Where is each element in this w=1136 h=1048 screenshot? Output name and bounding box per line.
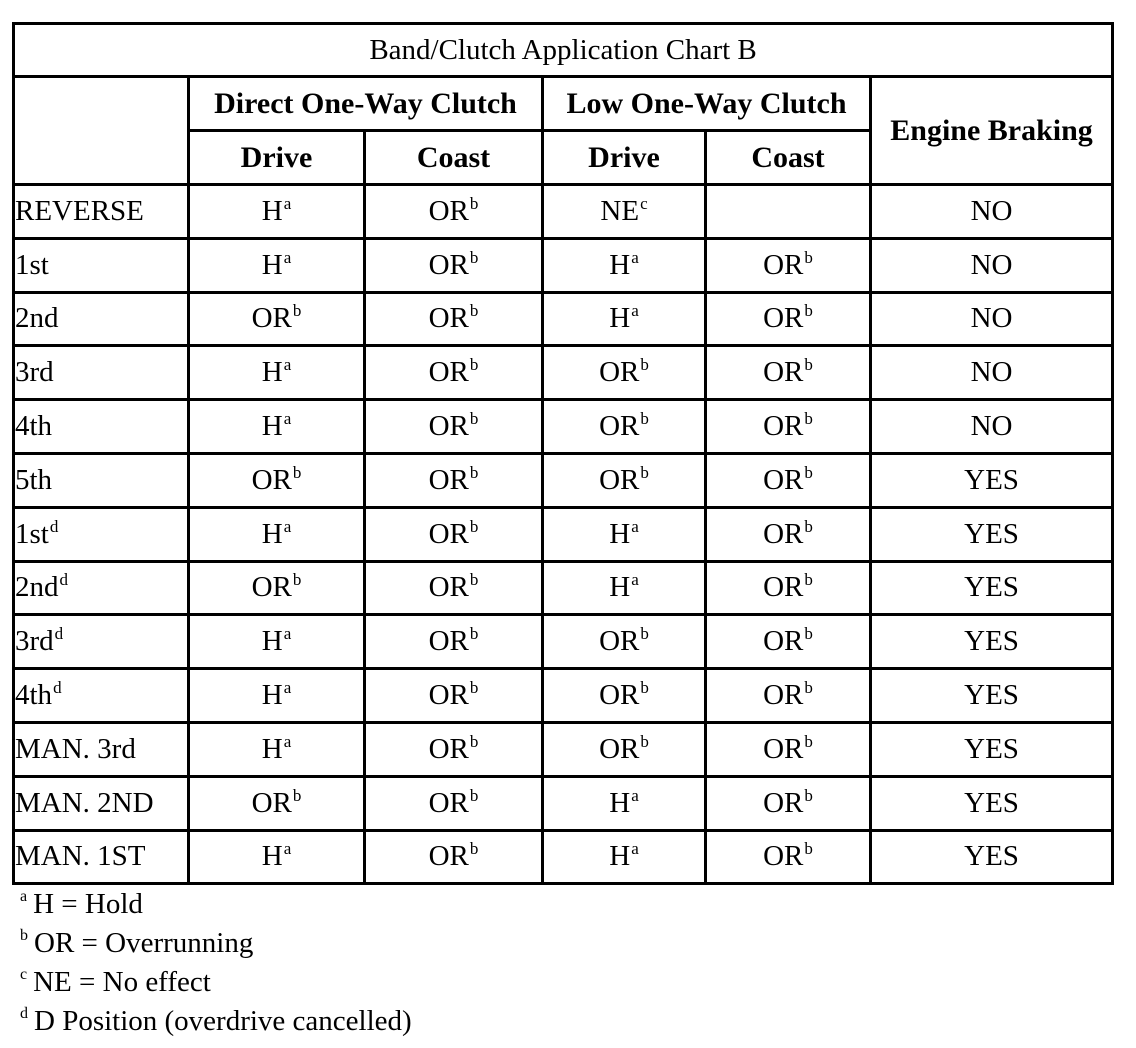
cell-text: OR [428, 571, 469, 604]
cell-text: OR [428, 625, 469, 658]
engine-braking-value: YES [871, 453, 1113, 507]
cell-value [543, 615, 706, 669]
cell-value [365, 507, 543, 561]
cell-footnote-mark: b [469, 355, 479, 375]
cell-value [365, 830, 543, 884]
cell-text: H [261, 732, 283, 765]
cell-text: H [261, 248, 283, 281]
cell-footnote-mark: b [292, 785, 302, 805]
row-label-text: 2nd [15, 571, 59, 604]
cell-text: H [609, 302, 631, 335]
cell-text: OR [763, 679, 804, 712]
cell-text: H [261, 840, 283, 873]
table-row [14, 292, 1113, 346]
cell-footnote-mark: b [804, 462, 813, 482]
row-label [14, 507, 189, 561]
cell-footnote-mark: b [469, 516, 479, 536]
row-label-text: 5th [15, 463, 53, 496]
cell-text: OR [763, 840, 804, 873]
engine-braking-header: Engine Braking [871, 77, 1113, 185]
cell-footnote-mark: a [283, 624, 292, 644]
cell-value [543, 722, 706, 776]
row-label-footnote-mark: d [54, 624, 64, 644]
cell-text: OR [251, 786, 292, 819]
cell-footnote-mark: a [631, 301, 639, 321]
cell-footnote-mark: a [631, 839, 639, 859]
cell-footnote-mark: b [469, 193, 479, 213]
cell-text: NE [600, 194, 640, 227]
cell-footnote-mark: b [469, 301, 479, 321]
table-row [14, 669, 1113, 723]
table-row [14, 561, 1113, 615]
row-label [14, 292, 189, 346]
cell-footnote-mark: b [292, 570, 302, 590]
cell-value [543, 830, 706, 884]
cell-text: OR [763, 786, 804, 819]
row-label [14, 615, 189, 669]
cell-text: OR [763, 302, 804, 335]
cell-text: OR [763, 410, 804, 443]
cell-value [365, 185, 543, 239]
cell-value [706, 346, 871, 400]
footnote-text: H = Hold [33, 888, 143, 920]
table-row [14, 453, 1113, 507]
cell-footnote-mark: a [283, 731, 292, 751]
cell-value [706, 238, 871, 292]
cell-footnote-mark: b [469, 839, 479, 859]
row-label [14, 346, 189, 400]
cell-footnote-mark: b [640, 624, 649, 644]
cell-footnote-mark: b [469, 785, 479, 805]
table-row [14, 400, 1113, 454]
row-label-text: MAN. 3rd [15, 732, 136, 765]
cell-footnote-mark: b [469, 462, 479, 482]
cell-footnote-mark: b [804, 785, 813, 805]
cell-text: OR [428, 356, 469, 389]
footnote-text: D Position (overdrive cancelled) [34, 1005, 412, 1037]
cell-value [543, 238, 706, 292]
table-row [14, 830, 1113, 884]
row-label [14, 722, 189, 776]
cell-footnote-mark: b [804, 839, 813, 859]
cell-value [365, 615, 543, 669]
cell-text: H [261, 194, 283, 227]
cell-value [365, 561, 543, 615]
cell-text: OR [428, 194, 469, 227]
cell-footnote-mark: b [469, 624, 479, 644]
footnote-text: NE = No effect [33, 966, 211, 998]
cell-text: OR [599, 625, 640, 658]
engine-braking-value: NO [871, 238, 1113, 292]
cell-value [189, 776, 365, 830]
cell-footnote-mark: b [804, 409, 813, 429]
cell-footnote-mark: a [631, 516, 639, 536]
cell-text: H [261, 517, 283, 550]
row-label [14, 830, 189, 884]
footnote [20, 1002, 412, 1041]
table-row [14, 185, 1113, 239]
cell-footnote-mark: a [283, 678, 292, 698]
cell-value [706, 453, 871, 507]
row-label [14, 776, 189, 830]
row-label-text: 1st [15, 248, 49, 281]
row-label-footnote-mark: d [49, 516, 59, 536]
cell-value [706, 776, 871, 830]
cell-footnote-mark: a [283, 355, 292, 375]
cell-value [365, 292, 543, 346]
cell-text: OR [428, 732, 469, 765]
cell-footnote-mark: c [640, 193, 648, 213]
cell-footnote-mark: b [469, 678, 479, 698]
cell-value [365, 776, 543, 830]
cell-footnote-mark: b [292, 301, 302, 321]
cell-footnote-mark: b [469, 409, 479, 429]
subheader-low-drive: Drive [543, 131, 706, 185]
cell-value [543, 453, 706, 507]
cell-text: OR [428, 302, 469, 335]
cell-value [365, 453, 543, 507]
row-label-footnote-mark: d [53, 678, 62, 698]
cell-value [365, 722, 543, 776]
cell-footnote-mark: b [640, 678, 649, 698]
row-label-text: 4th [15, 679, 53, 712]
table-row [14, 507, 1113, 561]
row-label-text: 1st [15, 517, 49, 550]
row-label-text: 3rd [15, 356, 54, 389]
cell-footnote-mark: b [804, 624, 813, 644]
table-title: Band/Clutch Application Chart B [14, 24, 1113, 77]
footnote-mark: b [20, 927, 28, 944]
cell-text: H [609, 517, 631, 550]
footnote [20, 885, 412, 924]
row-label-footnote-mark: d [59, 570, 68, 590]
row-label [14, 561, 189, 615]
table-row [14, 238, 1113, 292]
row-label [14, 669, 189, 723]
footnotes [20, 885, 412, 1041]
cell-footnote-mark: a [283, 247, 292, 267]
cell-footnote-mark: a [631, 247, 639, 267]
cell-text: OR [599, 410, 640, 443]
cell-text: OR [763, 356, 804, 389]
cell-value [189, 507, 365, 561]
cell-footnote-mark: b [292, 462, 302, 482]
cell-value [543, 561, 706, 615]
cell-text: H [261, 679, 283, 712]
cell-text: OR [251, 302, 292, 335]
row-label [14, 185, 189, 239]
engine-braking-value: NO [871, 346, 1113, 400]
engine-braking-value: NO [871, 185, 1113, 239]
cell-text: OR [763, 463, 804, 496]
cell-value [189, 238, 365, 292]
cell-text: H [609, 840, 631, 873]
footnote-mark: c [20, 966, 28, 983]
cell-footnote-mark: b [804, 301, 813, 321]
row-label [14, 400, 189, 454]
engine-braking-value: YES [871, 776, 1113, 830]
cell-footnote-mark: a [283, 193, 292, 213]
cell-text: H [609, 571, 631, 604]
engine-braking-value: YES [871, 615, 1113, 669]
cell-value [189, 722, 365, 776]
cell-value [706, 615, 871, 669]
cell-footnote-mark: b [640, 462, 649, 482]
cell-text: OR [428, 679, 469, 712]
cell-footnote-mark: b [469, 731, 479, 751]
cell-value [189, 669, 365, 723]
cell-text: OR [428, 410, 469, 443]
cell-value [706, 722, 871, 776]
row-label-header [14, 77, 189, 185]
cell-value [189, 292, 365, 346]
footnote [20, 963, 412, 1002]
engine-braking-value: YES [871, 507, 1113, 561]
cell-value [189, 185, 365, 239]
cell-text: H [261, 625, 283, 658]
cell-value [706, 830, 871, 884]
group-header-low-one-way-clutch: Low One-Way Clutch [543, 77, 871, 131]
cell-value [365, 400, 543, 454]
cell-footnote-mark: a [631, 570, 639, 590]
cell-text: OR [599, 732, 640, 765]
engine-braking-value: YES [871, 669, 1113, 723]
footnote-mark: d [20, 1005, 28, 1022]
cell-value [189, 561, 365, 615]
row-label-text: 3rd [15, 625, 54, 658]
cell-value [706, 292, 871, 346]
cell-text: H [261, 410, 283, 443]
engine-braking-value: YES [871, 830, 1113, 884]
engine-braking-value: YES [871, 561, 1113, 615]
cell-footnote-mark: b [804, 247, 813, 267]
engine-braking-value: NO [871, 292, 1113, 346]
row-label-text: 2nd [15, 302, 59, 335]
cell-value [706, 400, 871, 454]
cell-value [543, 400, 706, 454]
cell-footnote-mark: a [283, 839, 292, 859]
cell-text: H [609, 248, 631, 281]
cell-footnote-mark: b [804, 731, 813, 751]
engine-braking-value: YES [871, 722, 1113, 776]
row-label-text: 4th [15, 410, 53, 443]
cell-value [706, 561, 871, 615]
table-row [14, 722, 1113, 776]
cell-value [543, 507, 706, 561]
subheader-low-coast: Coast [706, 131, 871, 185]
footnote-mark: a [20, 888, 28, 905]
row-label-text: REVERSE [15, 194, 144, 227]
engine-braking-value: NO [871, 400, 1113, 454]
cell-footnote-mark: a [283, 516, 292, 536]
cell-text: H [261, 356, 283, 389]
cell-footnote-mark: b [469, 570, 479, 590]
row-label-text: MAN. 2ND [15, 786, 154, 819]
cell-value [543, 292, 706, 346]
cell-text: OR [428, 248, 469, 281]
cell-value [706, 185, 871, 239]
cell-footnote-mark: b [640, 731, 649, 751]
cell-text: OR [763, 571, 804, 604]
cell-footnote-mark: b [804, 678, 813, 698]
cell-text: OR [763, 732, 804, 765]
cell-text: H [609, 786, 631, 819]
cell-value [365, 346, 543, 400]
row-label [14, 238, 189, 292]
cell-footnote-mark: b [804, 516, 813, 536]
cell-value [543, 346, 706, 400]
cell-value [706, 669, 871, 723]
footnote-text: OR = Overrunning [34, 927, 254, 959]
cell-text: OR [763, 517, 804, 550]
cell-footnote-mark: a [631, 785, 639, 805]
cell-footnote-mark: b [640, 355, 649, 375]
cell-value [365, 238, 543, 292]
row-label [14, 453, 189, 507]
footnote [20, 924, 412, 963]
cell-footnote-mark: b [469, 247, 479, 267]
cell-text: OR [428, 463, 469, 496]
cell-value [543, 669, 706, 723]
row-label-text: MAN. 1ST [15, 840, 146, 873]
cell-text: OR [763, 625, 804, 658]
cell-value [365, 669, 543, 723]
cell-value [706, 507, 871, 561]
cell-footnote-mark: b [804, 355, 813, 375]
cell-footnote-mark: a [283, 409, 292, 429]
cell-text: OR [599, 679, 640, 712]
cell-text: OR [428, 840, 469, 873]
band-clutch-application-table [12, 22, 1114, 885]
subheader-direct-drive: Drive [189, 131, 365, 185]
cell-value [189, 346, 365, 400]
cell-value [543, 185, 706, 239]
cell-value [189, 830, 365, 884]
cell-footnote-mark: b [804, 570, 813, 590]
cell-text: OR [251, 463, 292, 496]
cell-value [543, 776, 706, 830]
cell-text: OR [428, 517, 469, 550]
table-body [14, 185, 1113, 884]
cell-text: OR [599, 356, 640, 389]
cell-text: OR [763, 248, 804, 281]
subheader-direct-coast: Coast [365, 131, 543, 185]
group-header-direct-one-way-clutch: Direct One-Way Clutch [189, 77, 543, 131]
table-row [14, 346, 1113, 400]
table-row [14, 776, 1113, 830]
cell-text: OR [599, 463, 640, 496]
cell-footnote-mark: b [640, 409, 649, 429]
table-row [14, 615, 1113, 669]
cell-value [189, 400, 365, 454]
cell-value [189, 453, 365, 507]
cell-text: OR [251, 571, 292, 604]
cell-value [189, 615, 365, 669]
cell-text: OR [428, 786, 469, 819]
